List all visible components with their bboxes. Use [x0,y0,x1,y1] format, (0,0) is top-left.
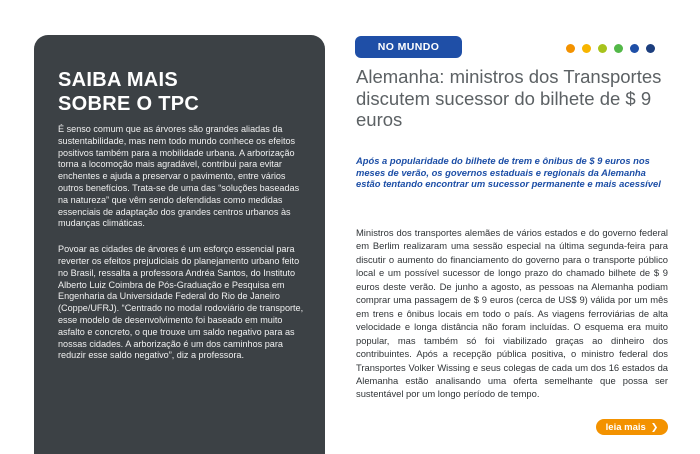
sidebar-card [34,35,325,454]
article-headline: Alemanha: ministros dos Transportes discutem sucessor do bilhete de $ 9 euros [356,66,662,130]
color-dot [614,44,623,53]
color-dot [646,44,655,53]
color-dot [598,44,607,53]
chevron-right-icon: ❯ [650,421,659,432]
read-more-label: leia mais [605,421,646,433]
sidebar-title-line2: SOBRE O TPC [58,93,200,115]
color-dot [630,44,639,53]
color-dot [566,44,575,53]
color-dot [582,44,591,53]
sidebar-title-line1: SAIBA MAIS [58,69,179,91]
sidebar-paragraph-1: É senso comum que as árvores são grandes aliadas da sustentabilidade, mas nem todo mundo conhece os efeitos positivos também para a mobilidade urbana. A arborização torna a locomoção mais agradável, contribui para evitar enchentes e ajuda a preservar o pavimento, entre vários outros benefícios. Trata-se de uma das “soluções baseadas na natureza” que vêm sendo defendidas como medidas essenciais de adaptação dos grandes centros urbanos às mudanças climáticas. [58,124,300,229]
color-dots [566,44,655,53]
section-tag: NO MUNDO [355,36,462,58]
article-body: Ministros dos transportes alemães de vários estados e do governo federal em Berlim realizaram uma sessão especial na última segunda-feira para discutir o aumento do financiamento do governo para o transporte público local e um possível sucessor de longo prazo do chamado bilhete de $ 9 euros deste verão. De junho a agosto, as pessoas na Alemanha podiam comprar uma passagem de $ 9 euros (cerca de US$ 9) válida por um mês em trens e ônibus locais em todo o país. As viagens ferroviárias de alta velocidade e longa distância não foram incluídas. O esquema era muito popular, mas também só foi viabilizado graças ao dinheiro dos contribuintes. Após a recepção pública positiva, o ministro federal dos Transportes Volker Wissing e seus colegas de cada um dos 16 estados da Alemanha estão analisando uma oferta semelhante que possa ser sustentável por um longo período de tempo. [356,227,668,400]
sidebar-title [58,68,309,116]
read-more-button[interactable] [596,419,668,435]
sidebar-paragraph-2: Povoar as cidades de árvores é um esforço essencial para reverter os efeitos prejudiciais do planejamento urbano feito no Brasil, ressalta a professora Andréa Santos, do Instituto Alberto Luiz Coimbra de Pós-Graduação e Pesquisa em Engenharia da Universidade Federal do Rio de Janeiro (Coppe/UFRJ). “Centrado no modal rodoviário de transporte, esse modelo de desenvolvimento foi baseado em muito asfalto e concreto, o que trouxe um saldo negativo para as nossas cidades. A arborização é um dos caminhos para reduzir esse saldo negativo”, diz a professora. [58,244,304,361]
article-lede: Após a popularidade do bilhete de trem e ônibus de $ 9 euros nos meses de verão, os governos estaduais e regionais da Alemanha estão tentando encontrar um sucessor permanente e mais acessível [356,155,661,190]
